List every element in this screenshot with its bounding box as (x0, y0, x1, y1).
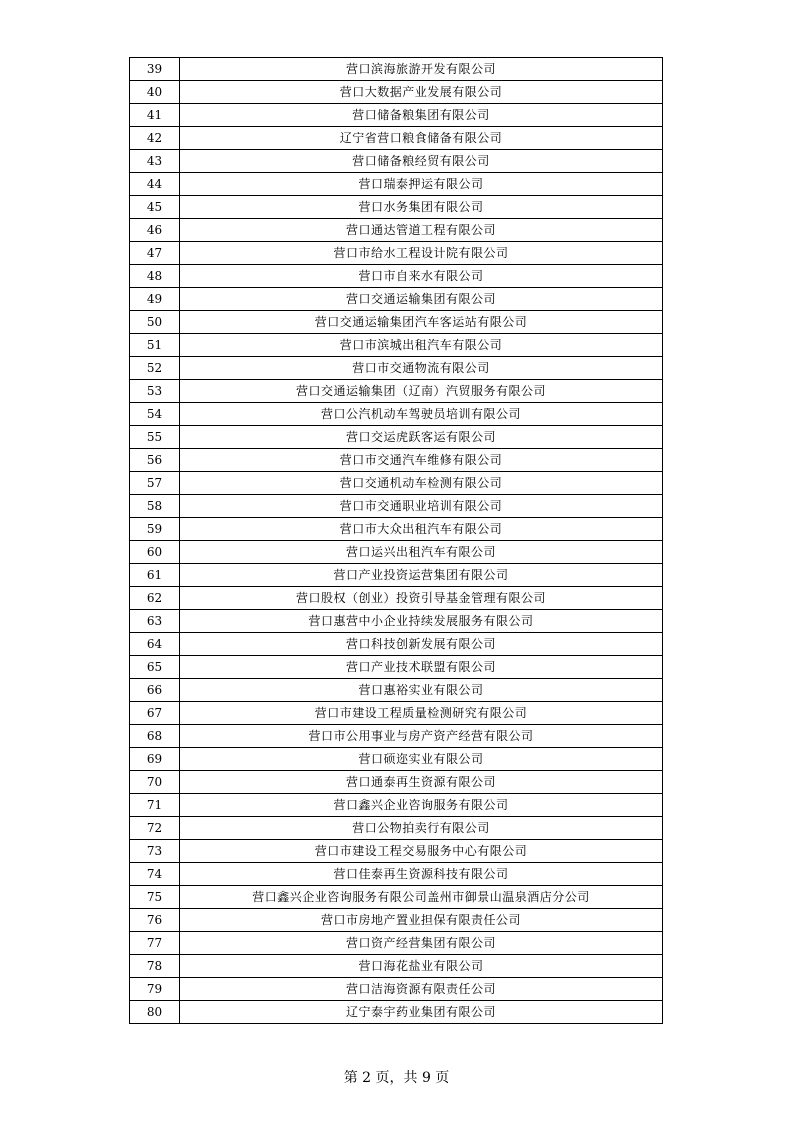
row-number-cell: 44 (130, 173, 180, 196)
table-row (130, 196, 663, 219)
company-name-cell: 营口惠裕实业有限公司 (180, 679, 663, 702)
company-name-cell: 营口产业投资运营集团有限公司 (180, 564, 663, 587)
company-name-cell: 营口交运虎跃客运有限公司 (180, 426, 663, 449)
company-name-cell: 营口储备粮经贸有限公司 (180, 150, 663, 173)
row-number-cell: 48 (130, 265, 180, 288)
row-number-cell: 58 (130, 495, 180, 518)
company-name-cell: 辽宁泰宇药业集团有限公司 (180, 1001, 663, 1024)
row-number-cell: 39 (130, 58, 180, 81)
table-row (130, 449, 663, 472)
company-name-cell: 营口交通运输集团（辽南）汽贸服务有限公司 (180, 380, 663, 403)
table-body (130, 58, 663, 1024)
company-name-cell: 营口水务集团有限公司 (180, 196, 663, 219)
row-number-cell: 60 (130, 541, 180, 564)
company-name-cell: 营口市滨城出租汽车有限公司 (180, 334, 663, 357)
table-row (130, 219, 663, 242)
company-name-cell: 营口市给水工程设计院有限公司 (180, 242, 663, 265)
row-number-cell: 46 (130, 219, 180, 242)
company-name-cell: 营口洁海资源有限责任公司 (180, 978, 663, 1001)
row-number-cell: 71 (130, 794, 180, 817)
table-row (130, 909, 663, 932)
table-row (130, 150, 663, 173)
company-name-cell: 营口资产经营集团有限公司 (180, 932, 663, 955)
table-row (130, 58, 663, 81)
company-name-cell: 营口海花盐业有限公司 (180, 955, 663, 978)
row-number-cell: 41 (130, 104, 180, 127)
row-number-cell: 50 (130, 311, 180, 334)
company-name-cell: 营口惠营中小企业持续发展服务有限公司 (180, 610, 663, 633)
row-number-cell: 76 (130, 909, 180, 932)
company-name-cell: 营口公汽机动车驾驶员培训有限公司 (180, 403, 663, 426)
table-row (130, 288, 663, 311)
row-number-cell: 80 (130, 1001, 180, 1024)
row-number-cell: 59 (130, 518, 180, 541)
row-number-cell: 49 (130, 288, 180, 311)
company-list-table (129, 57, 663, 1024)
company-name-cell: 营口通达管道工程有限公司 (180, 219, 663, 242)
table-row (130, 656, 663, 679)
row-number-cell: 73 (130, 840, 180, 863)
page-number-label: 第 2 页，共 9 页 (343, 1070, 450, 1086)
table-row (130, 81, 663, 104)
row-number-cell: 57 (130, 472, 180, 495)
table-row (130, 472, 663, 495)
row-number-cell: 51 (130, 334, 180, 357)
company-name-cell: 营口鑫兴企业咨询服务有限公司 (180, 794, 663, 817)
row-number-cell: 47 (130, 242, 180, 265)
row-number-cell: 62 (130, 587, 180, 610)
table-row (130, 633, 663, 656)
table-row (130, 794, 663, 817)
row-number-cell: 77 (130, 932, 180, 955)
table-row (130, 564, 663, 587)
table-row (130, 725, 663, 748)
company-name-cell: 营口市房地产置业担保有限责任公司 (180, 909, 663, 932)
row-number-cell: 55 (130, 426, 180, 449)
row-number-cell: 70 (130, 771, 180, 794)
table-row (130, 610, 663, 633)
row-number-cell: 64 (130, 633, 180, 656)
row-number-cell: 63 (130, 610, 180, 633)
company-name-cell: 营口交通机动车检测有限公司 (180, 472, 663, 495)
table-row (130, 702, 663, 725)
row-number-cell: 67 (130, 702, 180, 725)
row-number-cell: 75 (130, 886, 180, 909)
company-name-cell: 营口大数据产业发展有限公司 (180, 81, 663, 104)
table-row (130, 955, 663, 978)
row-number-cell: 56 (130, 449, 180, 472)
company-name-cell: 营口市公用事业与房产资产经营有限公司 (180, 725, 663, 748)
table-row (130, 817, 663, 840)
row-number-cell: 78 (130, 955, 180, 978)
row-number-cell: 40 (130, 81, 180, 104)
row-number-cell: 52 (130, 357, 180, 380)
company-name-cell: 营口市建设工程交易服务中心有限公司 (180, 840, 663, 863)
table-row (130, 403, 663, 426)
table-row (130, 265, 663, 288)
page-footer (0, 1068, 793, 1088)
company-name-cell: 营口滨海旅游开发有限公司 (180, 58, 663, 81)
company-name-cell: 营口市大众出租汽车有限公司 (180, 518, 663, 541)
table-row (130, 311, 663, 334)
row-number-cell: 61 (130, 564, 180, 587)
row-number-cell: 72 (130, 817, 180, 840)
table-row (130, 242, 663, 265)
table-row (130, 127, 663, 150)
company-name-cell: 营口市交通物流有限公司 (180, 357, 663, 380)
company-name-cell: 营口市自来水有限公司 (180, 265, 663, 288)
table-row (130, 771, 663, 794)
company-name-cell: 营口通泰再生资源有限公司 (180, 771, 663, 794)
company-name-cell: 营口市建设工程质量检测研究有限公司 (180, 702, 663, 725)
company-name-cell: 营口产业技术联盟有限公司 (180, 656, 663, 679)
table-row (130, 173, 663, 196)
company-name-cell: 营口储备粮集团有限公司 (180, 104, 663, 127)
table-row (130, 104, 663, 127)
table-row (130, 495, 663, 518)
company-name-cell: 营口硕迩实业有限公司 (180, 748, 663, 771)
company-name-cell: 营口鑫兴企业咨询服务有限公司盖州市御景山温泉酒店分公司 (180, 886, 663, 909)
company-name-cell: 营口运兴出租汽车有限公司 (180, 541, 663, 564)
row-number-cell: 43 (130, 150, 180, 173)
table-row (130, 978, 663, 1001)
table-row (130, 587, 663, 610)
company-name-cell: 营口股权（创业）投资引导基金管理有限公司 (180, 587, 663, 610)
row-number-cell: 45 (130, 196, 180, 219)
table-row (130, 748, 663, 771)
row-number-cell: 54 (130, 403, 180, 426)
table-row (130, 886, 663, 909)
row-number-cell: 79 (130, 978, 180, 1001)
table-row (130, 518, 663, 541)
table-row (130, 541, 663, 564)
table-row (130, 679, 663, 702)
table-row (130, 1001, 663, 1024)
table-row (130, 357, 663, 380)
company-name-cell: 营口市交通职业培训有限公司 (180, 495, 663, 518)
table-row (130, 426, 663, 449)
row-number-cell: 66 (130, 679, 180, 702)
company-name-cell: 营口公物拍卖行有限公司 (180, 817, 663, 840)
company-name-cell: 营口交通运输集团有限公司 (180, 288, 663, 311)
table-row (130, 380, 663, 403)
company-name-cell: 营口市交通汽车维修有限公司 (180, 449, 663, 472)
company-name-cell: 营口交通运输集团汽车客运站有限公司 (180, 311, 663, 334)
table-row (130, 863, 663, 886)
row-number-cell: 69 (130, 748, 180, 771)
table-row (130, 840, 663, 863)
table-row (130, 334, 663, 357)
company-name-cell: 营口瑞泰押运有限公司 (180, 173, 663, 196)
row-number-cell: 74 (130, 863, 180, 886)
row-number-cell: 68 (130, 725, 180, 748)
company-name-cell: 营口佳泰再生资源科技有限公司 (180, 863, 663, 886)
row-number-cell: 53 (130, 380, 180, 403)
company-name-cell: 辽宁省营口粮食储备有限公司 (180, 127, 663, 150)
company-name-cell: 营口科技创新发展有限公司 (180, 633, 663, 656)
table-row (130, 932, 663, 955)
row-number-cell: 42 (130, 127, 180, 150)
row-number-cell: 65 (130, 656, 180, 679)
